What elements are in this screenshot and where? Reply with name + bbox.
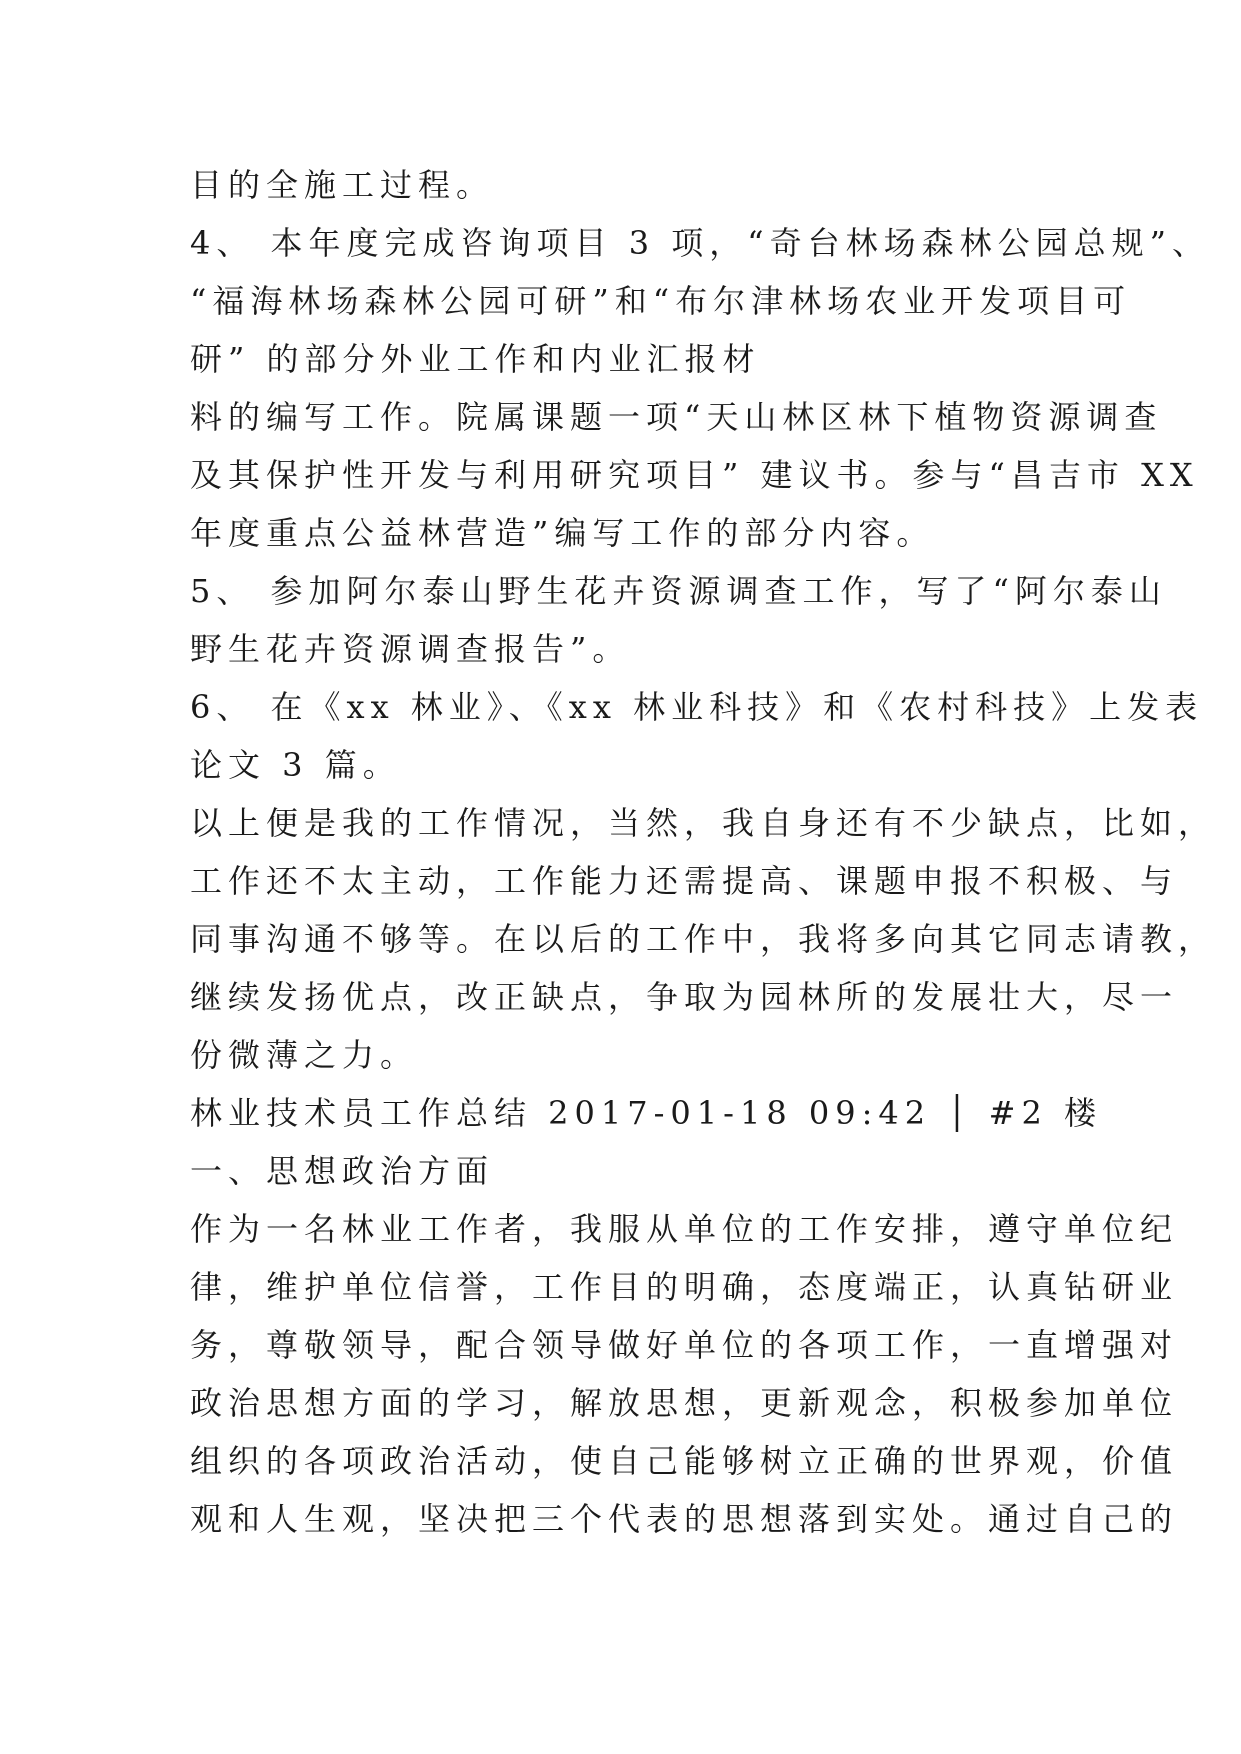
text-line: 6、 在《xx 林业》、《xx 林业科技》和《农村科技》上发表 [190, 688, 1204, 726]
text-line: 5、 参加阿尔泰山野生花卉资源调查工作，写了“阿尔泰山 [190, 572, 1167, 610]
text-line: 研” 的部分外业工作和内业汇报材 [190, 340, 761, 378]
text-line: 作为一名林业工作者，我服从单位的工作安排，遵守单位纪 [190, 1210, 1179, 1248]
post-header-line: 林业技术员工作总结 2017-01-18 09:42 │ #2 楼 [190, 1094, 1103, 1132]
text-line: 4、 本年度完成咨询项目 3 项，“奇台林场森林公园总规”、 [190, 224, 1210, 262]
text-line: “福海林场森林公园可研”和“布尔津林场农业开发项目可 [190, 282, 1132, 320]
text-line: 及其保护性开发与利用研究项目” 建议书。参与“昌吉市 XX [190, 456, 1199, 494]
text-line: 份微薄之力。 [190, 1036, 419, 1074]
text-line: 目的全施工过程。 [190, 166, 495, 204]
section-heading: 一、思想政治方面 [190, 1152, 495, 1190]
text-line: 组织的各项政治活动，使自己能够树立正确的世界观，价值 [190, 1442, 1179, 1480]
text-line: 论文 3 篇。 [190, 746, 401, 784]
text-line: 工作还不太主动，工作能力还需提高、课题申报不积极、与 [190, 862, 1179, 900]
text-line: 务，尊敬领导，配合领导做好单位的各项工作，一直增强对 [190, 1326, 1179, 1364]
text-line: 观和人生观，坚决把三个代表的思想落到实处。通过自己的 [190, 1500, 1179, 1538]
text-line: 继续发扬优点，改正缺点，争取为园林所的发展壮大，尽一 [190, 978, 1179, 1016]
text-line: 政治思想方面的学习，解放思想，更新观念，积极参加单位 [190, 1384, 1179, 1422]
text-line: 年度重点公益林营造”编写工作的部分内容。 [190, 514, 935, 552]
text-line: 同事沟通不够等。在以后的工作中，我将多向其它同志请教， [190, 920, 1217, 958]
text-line: 料的编写工作。院属课题一项“天山林区林下植物资源调查 [190, 398, 1163, 436]
text-line: 野生花卉资源调查报告”。 [190, 630, 631, 668]
text-line: 以上便是我的工作情况，当然，我自身还有不少缺点，比如， [190, 804, 1217, 842]
text-line: 律，维护单位信誉，工作目的明确，态度端正，认真钻研业 [190, 1268, 1179, 1306]
